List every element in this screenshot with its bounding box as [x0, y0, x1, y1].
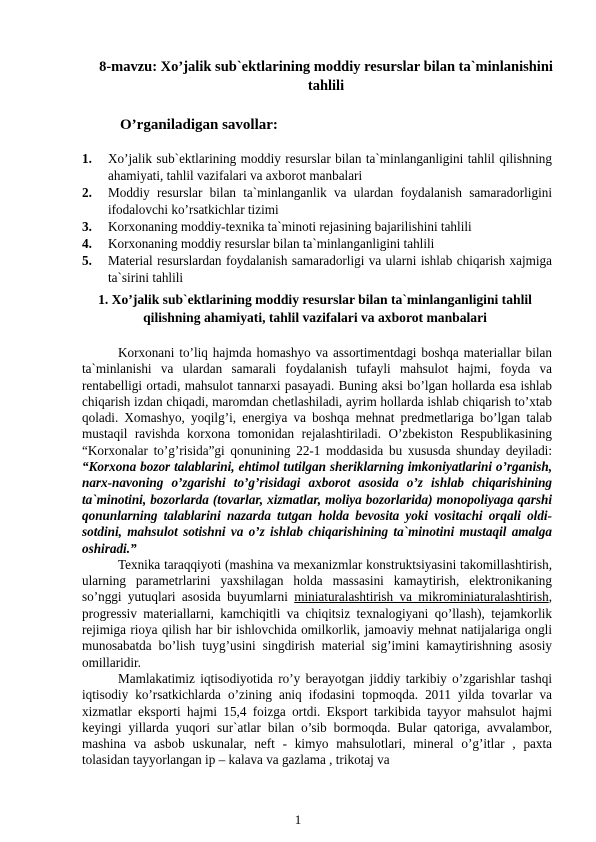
page-number: 1 — [294, 812, 302, 827]
paragraph-3: Mamlakatimiz iqtisodiyotida ro’y berayotgan jiddiy tarkibiy o’zgarishlar tashqi iqtisodiy ko’rsatkichlarda o’zining aniq ifodasini topmoqda. 2011 yilda tovarlar va xizmatlar eksporti hajmi 15,4 foizga ortdi. Eksport tarkibida tayyor mahsulot hajmi keyingi yillarda yuqori sur`atlar bilan o’sib bormoqda. Bular qatoriga, avvalambor, mashina va asbob uskunalar, neft - kimyo mahsulotlari, mineral o’g’itlar , paxta tolasidan tayyorlangan ip – kalava va gazlama , trikotaj va — [82, 670, 552, 768]
underlined-term: miniaturalashtirish va mikrominiaturalashtirish — [294, 589, 549, 605]
list-item-text: Korxonaning moddiy resurslar bilan ta`minlanganligini tahlili — [108, 236, 435, 251]
list-item-text: Material resurslardan foydalanish samaradorligi va ularni ishlab chiqarish xajmiga ta`sirini tahlili — [108, 253, 552, 285]
section-heading: 1. Xo’jalik sub`ektlarining moddiy resurslar bilan ta`minlanganligini tahlil qilishning ahamiyati, tahlil vazifalari va axborot manbalari — [98, 292, 532, 325]
list-item-text: Moddiy resurslar bilan ta`minlanganlik va ulardan foydalanish samaradorligini ifodalovchi ko’rsatkichlar tizimi — [108, 185, 552, 217]
list-number: 5. — [82, 253, 92, 268]
list-item — [82, 184, 552, 218]
paragraph-2-before: Texnika taraqqiyoti (mashina va mexanizmlar konstruktsiyasini takomillashtirish, ularning parametrlarini yaxshilagan holda massasini kamaytirish, elektronikaning so’nggi yutuqlari asosida buyumlarni — [82, 556, 552, 605]
list-item — [82, 235, 552, 252]
list-number: 3. — [82, 219, 92, 234]
paragraph-2 — [82, 557, 552, 671]
list-number: 2. — [82, 185, 92, 200]
list-item-text: Xo’jalik sub`ektlarining moddiy resurslar bilan ta`minlanganligini tahlil qilishning ahamiyati, tahlil vazifalari va axborot manbalari — [108, 151, 552, 183]
list-item-text: Korxonaning moddiy-texnika ta`minoti rejasining bajarilishini tahlili — [108, 219, 472, 234]
body-text — [82, 345, 552, 769]
list-item — [82, 150, 552, 184]
questions-heading: O’rganiladigan savollar: — [120, 117, 278, 133]
paragraph-2-after: , progressiv materiallarni, kamchiqitli va chiqitsiz texnalogiyani qo’llash), tejamkorlik rejimiga rioya qilish har bir ishlovchida omilkorlik, jamoaviy mehnat natijalariga ongli munosabatda bo’lish tuyg’usini singdirish material sig’imini kamaytirishning asosiy omillaridir. — [82, 589, 552, 670]
document-title: 8-mavzu: Xo’jalik sub`ektlarining moddiy resurslar bilan ta`minlanishini tahlili — [99, 59, 553, 94]
paragraph-1-text: Korxonani to’liq hajmda homashyo va assortimentdagi boshqa materiallar bilan ta`minlanishi va ulardan samarali foydalanish tufayli mahsulot hajmi, foyda va rentabelligi ortadi, mahsulot tannarxi pasayadi. Buning aksi bo’lgan hollarda esa ishlab chiqarish izdan chiqadi, maromdan chetlashiladi, ayrim hollarda ishlab chiqarish to’xtab qoladi. Xomashyo, yoqilg’i, energiya va boshqa mehnat predmetlariga bo’lgan talab mustaqil ravishda korxona tomonidan rejalashtiriladi. O’zbekiston Respublikasining “Korxonalar to’g’risida”gi qonunining 22-1 moddasida bu xususda shunday deyiladi: — [82, 345, 552, 458]
list-item — [82, 218, 552, 235]
list-number: 4. — [82, 236, 92, 251]
paragraph-1 — [82, 345, 552, 557]
law-quote: “Korxona bozor talablarini, ehtimol tutilgan sheriklarning imkoniyatlarini o’rganish, narx-navoning o’zgarishi to’g’risidagi axborot asosida o’z ishlab chiqarishining ta`minotini, bozorlarda (tovarlar, xizmatlar, moliya bozorlarida) monopoliyaga qarshi qonunlarning talablarini nazarda tutgan holda bevosita yoki vositachi orqali oldi- sotdini, mahsulot sotishni va o’z ishlab chiqarishining ta`minotini mustaqil amalga oshiradi.” — [82, 459, 552, 556]
list-number: 1. — [82, 151, 92, 166]
questions-list — [82, 150, 552, 286]
list-item — [82, 252, 552, 286]
